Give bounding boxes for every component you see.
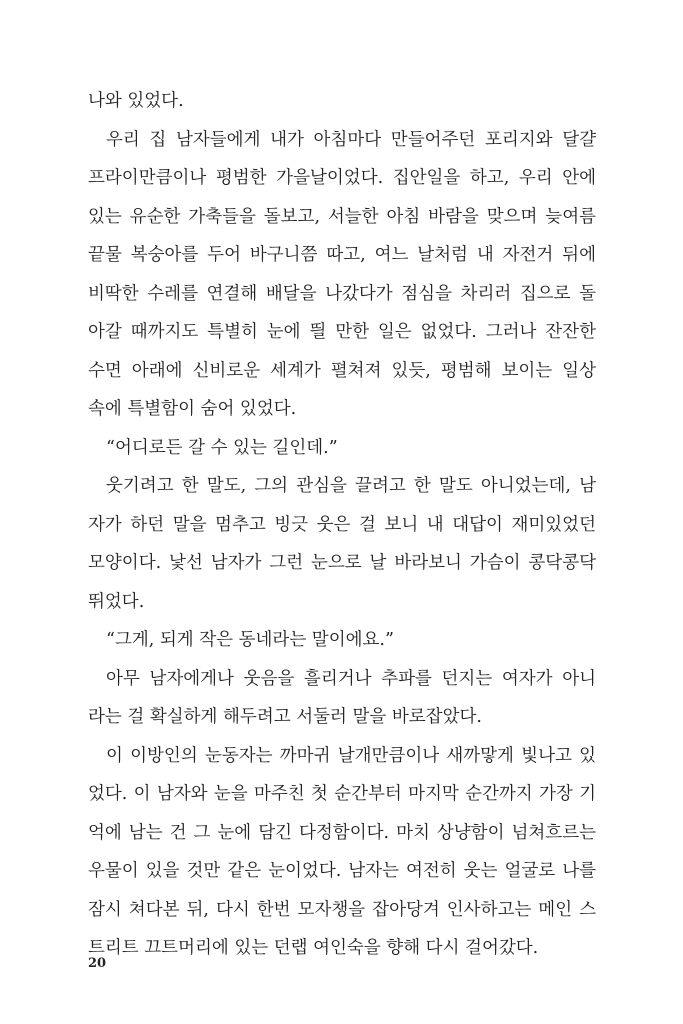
body-text <box>88 86 596 972</box>
text-line: 자가 하던 말을 멈추고 빙긋 웃은 걸 보니 내 대답이 재미있었던 <box>88 514 596 535</box>
text-line: 웃기려고 한 말도, 그의 관심을 끌려고 한 말도 아니었는데, 남 <box>106 476 596 496</box>
text-line: 뛰었다. <box>88 591 145 612</box>
text-line: 트리트 끄트머리에 있는 던랩 여인숙을 향해 다시 걸어갔다. <box>88 938 539 958</box>
text-line: 속에 특별함이 숨어 있었다. <box>88 399 297 419</box>
page-number: 20 <box>88 956 107 971</box>
text-line: 끝물 복숭아를 두어 바구니쯤 따고, 여느 날처럼 내 자전거 뒤에 <box>88 245 596 265</box>
text-line: 아갈 때까지도 특별히 눈에 띌 만한 일은 없었다. 그러나 잔잔한 <box>88 322 596 342</box>
text-line: 었다. 이 남자와 눈을 마주친 첫 순간부터 마지막 순간까지 가장 기 <box>88 784 596 804</box>
text-line: 나와 있었다. <box>88 91 184 111</box>
text-line: 수면 아래에 신비로운 세계가 펼쳐져 있듯, 평범해 보이는 일상 <box>88 360 596 381</box>
text-line: 잠시 쳐다본 뒤, 다시 한번 모자챙을 잡아당겨 인사하고는 메인 스 <box>88 899 596 920</box>
text-line: 있는 유순한 가축들을 돌보고, 서늘한 아침 바람을 맞으며 늦여름 <box>88 206 596 227</box>
text-line: 비딱한 수레를 연결해 배달을 나갔다가 점심을 차리러 집으로 돌 <box>88 283 596 304</box>
text-line: 프라이만큼이나 평범한 가을날이었다. 집안일을 하고, 우리 안에 <box>88 168 596 188</box>
text-line: 억에 남는 건 그 눈에 담긴 다정함이다. 마치 상냥함이 넘쳐흐르는 <box>88 822 596 843</box>
text-line: 모양이다. 낯선 남자가 그런 눈으로 날 바라보니 가슴이 콩닥콩닥 <box>88 553 596 573</box>
text-line: 우물이 있을 것만 같은 눈이었다. 남자는 여전히 웃는 얼굴로 나를 <box>88 861 596 881</box>
text-line: 아무 남자에게나 웃음을 흘리거나 추파를 던지는 여자가 아니 <box>106 668 596 689</box>
text-line: 이 이방인의 눈동자는 까마귀 날개만큼이나 새까맣게 빛나고 있 <box>106 745 596 766</box>
text-line: 라는 걸 확실하게 해두려고 서둘러 말을 바로잡았다. <box>88 707 482 727</box>
text-line: “그게, 되게 작은 동네라는 말이에요.” <box>106 630 394 650</box>
text-line: “어디로든 갈 수 있는 길인데.” <box>106 437 338 458</box>
text-line: 우리 집 남자들에게 내가 아침마다 만들어주던 포리지와 달걀 <box>106 129 596 150</box>
